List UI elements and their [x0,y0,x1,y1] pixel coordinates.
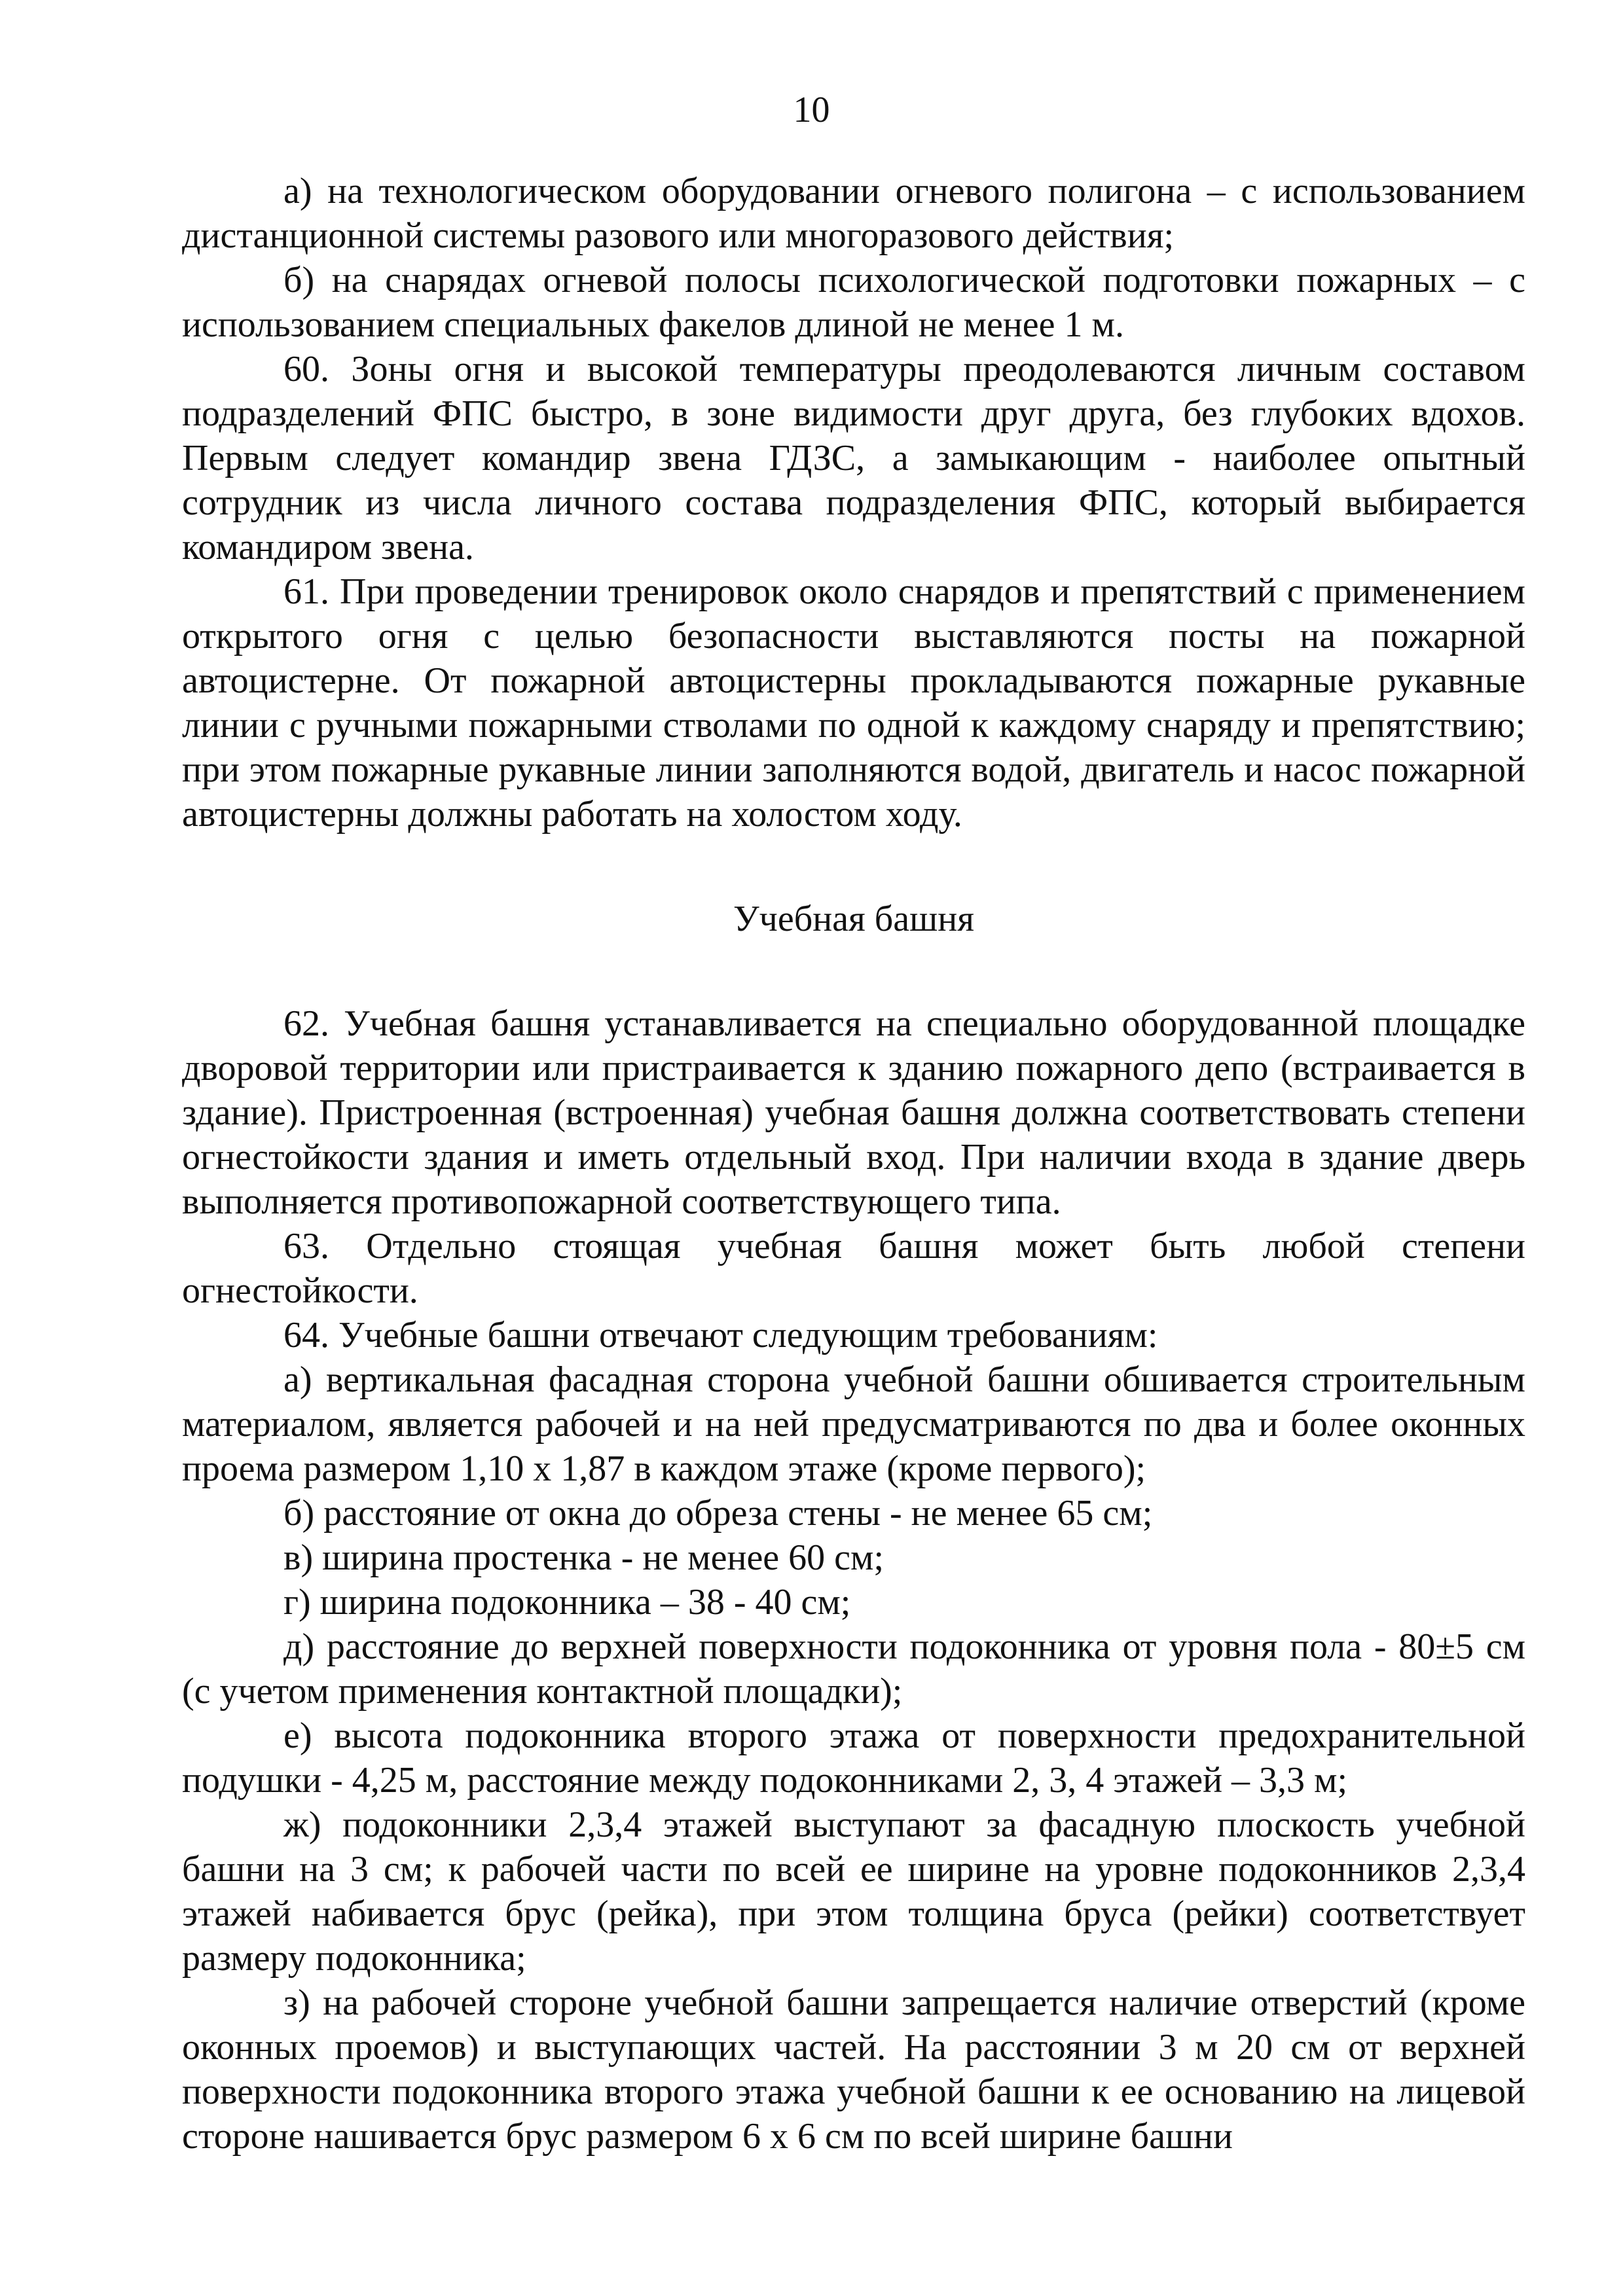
paragraph-60: 60. Зоны огня и высокой температуры преодолеваются личным составом подразделений ФПС быстро, в зоне видимости друг друга, без глубоких вдохов. Первым следует командир звена ГДЗС, а замыкающим - наиболее опытный сотрудник из числа личного состава подразделения ФПС, который выбирается командиром звена. [182,349,1525,567]
item-b-distance: б) расстояние от окна до обреза стены - не менее 65 см; [283,1493,1153,1534]
item-zh-sills-protrude: ж) подоконники 2,3,4 этажей выступают за фасадную плоскость учебной башни на 3 см; к рабочей части по всей ее ширине на уровне подоконников 2,3,4 этажей набивается брус (рейка), при этом толщина бруса (рейки) соответствует размеру подоконника; [182,1804,1525,1979]
paragraph-62: 62. Учебная башня устанавливается на специально оборудованной площадке дворовой территории или пристраивается к зданию пожарного депо (встраивается в здание). Пристроенная (встроенная) учебная башня должна соответствовать степени огнестойкости здания и иметь отдельный вход. При наличии входа в здание дверь выполняется противопожарной соответствующего типа. [182,1003,1525,1222]
document-body [182,169,1525,2159]
item-z-working-side: з) на рабочей стороне учебной башни запрещается наличие отверстий (кроме оконных проемов) и выступающих частей. На расстоянии 3 м 20 см от верхней поверхности подоконника второго этажа учебной башни к ее основанию на лицевой стороне нашивается брус размером 6 х 6 см по всей ширине башни [182,1982,1525,2157]
page-number: 10 [793,90,830,130]
item-e-second-floor: е) высота подоконника второго этажа от поверхности предохранительной подушки - 4,25 м, расстояние между подоконниками 2, 3, 4 этажей – 3,3 м; [182,1715,1525,1801]
paragraph-64: 64. Учебные башни отвечают следующим требованиям: [283,1315,1158,1355]
section-heading: Учебная башня [733,899,974,939]
paragraph-a-technological-equipment: а) на технологическом оборудовании огневого полигона – с использованием дистанционной системы разового или многоразового действия; [182,171,1525,256]
item-d-sill-height: д) расстояние до верхней поверхности подоконника от уровня пола - 80±5 см (с учетом применения контактной площадки); [182,1626,1525,1712]
item-g-sill-width: г) ширина подоконника – 38 - 40 см; [283,1582,851,1623]
paragraph-b-projectiles: б) на снарядах огневой полосы психологической подготовки пожарных – с использованием специальных факелов длиной не менее 1 м. [182,260,1525,345]
item-a-facade: а) вертикальная фасадная сторона учебной башни обшивается строительным материалом, является рабочей и на ней предусматриваются по два и более оконных проема размером 1,10 х 1,87 в каждом этаже (кроме первого); [182,1359,1525,1489]
paragraph-63: 63. Отдельно стоящая учебная башня может быть любой степени огнестойкости. [182,1226,1525,1311]
item-v-wall-width: в) ширина простенка - не менее 60 см; [283,1537,884,1578]
paragraph-61: 61. При проведении тренировок около снарядов и препятствий с применением открытого огня с целью безопасности выставляются посты на пожарной автоцистерне. От пожарной автоцистерны прокладываются пожарные рукавные линии с ручными пожарными стволами по одной к каждому снаряду и препятствию; при этом пожарные рукавные линии заполняются водой, двигатель и насос пожарной автоцистерны должны работать на холостом ходу. [182,571,1525,834]
